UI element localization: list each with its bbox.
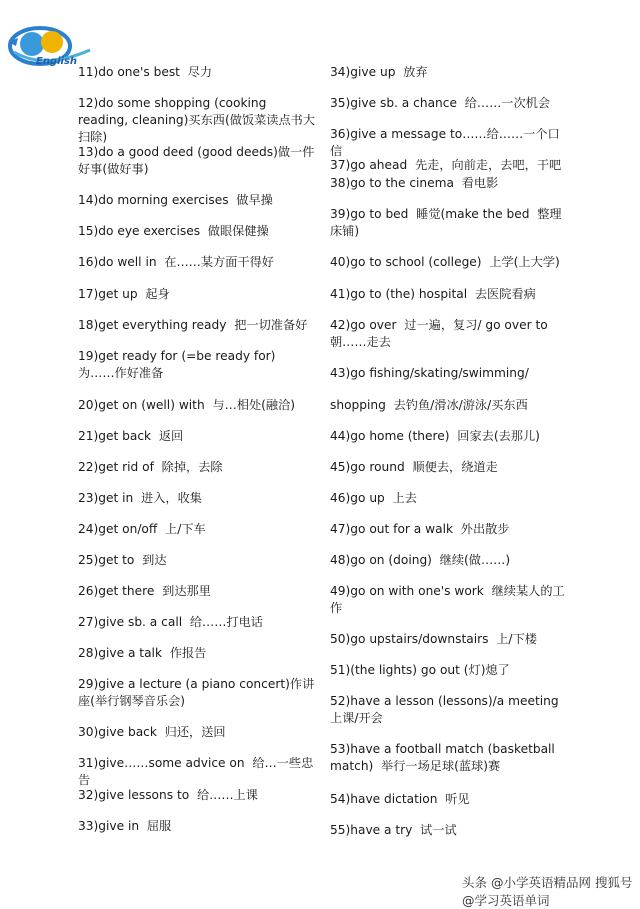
entry-55: 55)have a try 试一试 bbox=[330, 823, 457, 837]
entry-47: 47)go out for a walk 外出散步 bbox=[330, 522, 510, 536]
entry-44: 44)go home (there) 回家去(去那儿) bbox=[330, 429, 540, 443]
entry-54: 54)have dictation 听见 bbox=[330, 792, 470, 806]
entry-42: 42)go over 过一遍，复习/ go over to 朝……走去 bbox=[330, 318, 552, 349]
entry-18: 18)get everything ready 把一切准备好 bbox=[78, 318, 308, 332]
entry-11: 11)do one's best 尽力 bbox=[78, 65, 213, 79]
entry-31: 31)give……some advice on 给…一些忠告 bbox=[78, 756, 314, 787]
entry-39: 39)go to bed 睡觉(make the bed 整理床铺) bbox=[330, 207, 562, 238]
entry-29: 29)give a lecture (a piano concert)作讲座(举行钢琴音乐会) bbox=[78, 677, 315, 708]
entry-21: 21)get back 返回 bbox=[78, 429, 184, 443]
entry-35: 35)give sb. a chance 给……一次机会 bbox=[330, 96, 551, 110]
entry-27: 27)give sb. a call 给……打电话 bbox=[78, 615, 263, 629]
entry-40: 40)go to school (college) 上学(上大学) bbox=[330, 255, 560, 269]
entry-32: 32)give lessons to 给……上课 bbox=[78, 788, 258, 802]
entry-23: 23)get in 进入，收集 bbox=[78, 491, 202, 505]
entry-43-cont: shopping 去钓鱼/滑冰/游泳/买东西 bbox=[330, 398, 528, 412]
entry-50: 50)go upstairs/downstairs 上/下楼 bbox=[330, 632, 537, 646]
entry-37: 37)go ahead 先走，向前走，去吧，干吧 bbox=[330, 158, 562, 172]
entry-46: 46)go up 上去 bbox=[330, 491, 417, 505]
entry-14: 14)do morning exercises 做早操 bbox=[78, 193, 273, 207]
entry-53: 53)have a football match (basketball match) 举行一场足球(蓝球)赛 bbox=[330, 742, 559, 773]
entry-15: 15)do eye exercises 做眼保健操 bbox=[78, 224, 269, 238]
entry-34: 34)give up 放弃 bbox=[330, 65, 428, 79]
entry-36: 36)give a message to……给……一个口信 bbox=[330, 127, 560, 158]
watermark: 头条 @小学英语精品网 搜狐号@学习英语单词 bbox=[462, 875, 633, 908]
entry-52: 52)have a lesson (lessons)/a meeting 上课/开会 bbox=[330, 694, 567, 725]
entry-22: 22)get rid of 除掉，去除 bbox=[78, 460, 223, 474]
entry-26: 26)get there 到达那里 bbox=[78, 584, 211, 598]
entry-45: 45)go round 顺便去，绕道走 bbox=[330, 460, 498, 474]
entry-17: 17)get up 起身 bbox=[78, 287, 170, 301]
entry-25: 25)get to 到达 bbox=[78, 553, 167, 567]
entry-38: 38)go to the cinema 看电影 bbox=[330, 176, 499, 190]
entry-43: 43)go fishing/skating/swimming/ bbox=[330, 366, 529, 380]
logo-text: English bbox=[36, 56, 78, 67]
entry-33: 33)give in 屈服 bbox=[78, 819, 172, 833]
entry-30: 30)give back 归还，送回 bbox=[78, 725, 226, 739]
entry-12: 12)do some shopping (cooking reading, cleaning)买东西(做饭菜读点书大扫除) bbox=[78, 96, 316, 144]
entry-20: 20)get on (well) with 与…相处(融洽) bbox=[78, 398, 296, 412]
entry-13: 13)do a good deed (good deeds)做一件好事(做好事) bbox=[78, 145, 315, 176]
entry-51: 51)(the lights) go out (灯)熄了 bbox=[330, 663, 510, 677]
entry-24: 24)get on/off 上/下车 bbox=[78, 522, 206, 536]
entry-16: 16)do well in 在……某方面干得好 bbox=[78, 255, 274, 269]
entry-28: 28)give a talk 作报告 bbox=[78, 646, 207, 660]
entry-48: 48)go on (doing) 继续(做……) bbox=[330, 553, 511, 567]
entry-41: 41)go to (the) hospital 去医院看病 bbox=[330, 287, 536, 301]
entry-19: 19)get ready for (=be ready for) 为……作好准备 bbox=[78, 349, 284, 380]
entry-49: 49)go on with one's work 继续某人的工作 bbox=[330, 584, 565, 615]
